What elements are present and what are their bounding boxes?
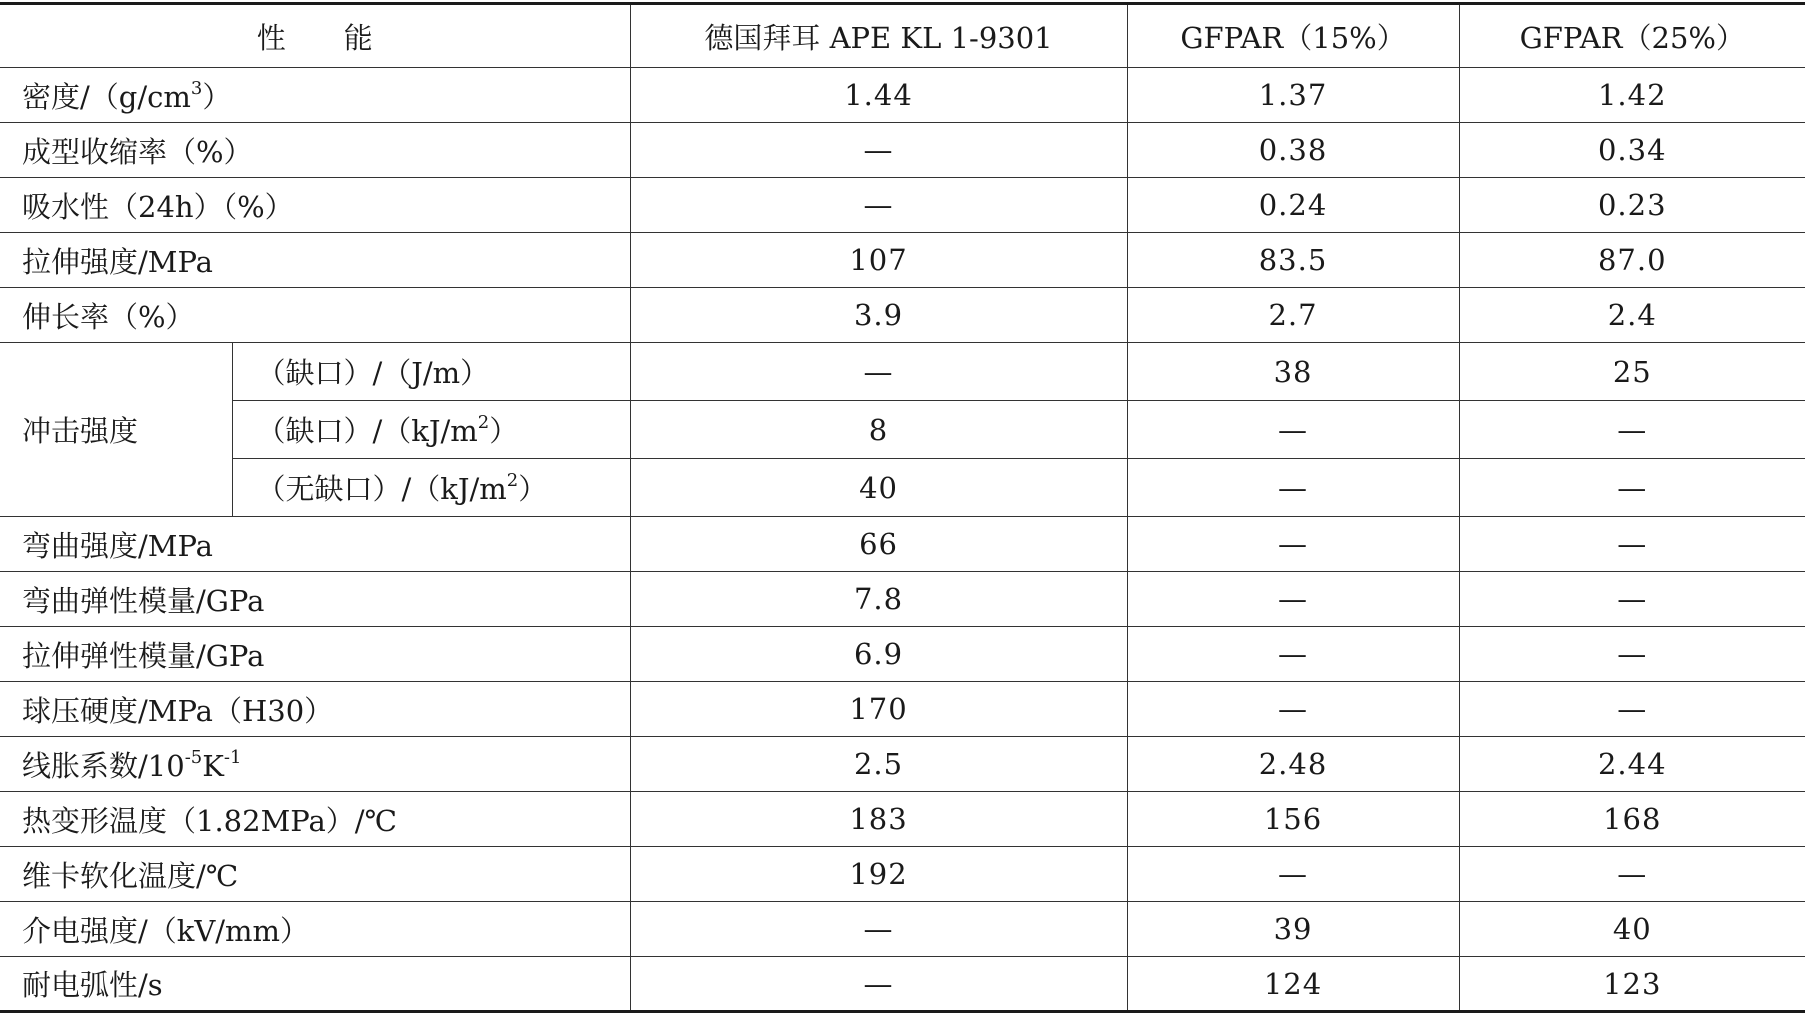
cell-col1: — [630,902,1127,957]
cell-col2: 156 [1127,792,1459,847]
cell-col3: 2.4 [1459,288,1805,343]
header-col2: GFPAR（15%） [1127,4,1459,68]
table-row [0,627,1805,682]
cell-col2: — [1127,401,1459,459]
cell-col2: 1.37 [1127,68,1459,123]
table-row [0,572,1805,627]
header-property [0,4,630,68]
row-label: 成型收缩率（%） [0,123,630,178]
table-row [0,123,1805,178]
cell-col2: — [1127,682,1459,737]
cell-col3: — [1459,627,1805,682]
cell-col3: — [1459,682,1805,737]
table-row [0,343,1805,401]
cell-col1: 107 [630,233,1127,288]
properties-table [0,2,1805,1013]
header-property-label: 性能 [256,20,431,55]
table-row [0,233,1805,288]
cell-col1: 2.5 [630,737,1127,792]
cell-col2: — [1127,572,1459,627]
sub-row-label: （无缺口）$/(kJ/m^2)$ [232,459,630,517]
cell-col3: 2.44 [1459,737,1805,792]
row-label: 维卡软化温度/℃ [0,847,630,902]
row-label-impact-strength: 冲击强度 [0,343,232,517]
cell-col3: — [1459,517,1805,572]
cell-col1: 6.9 [630,627,1127,682]
cell-col3: 87.0 [1459,233,1805,288]
row-label-density: 密度$/(g/cm^3)$ [0,68,630,123]
table-row [0,737,1805,792]
row-label: 伸长率（%） [0,288,630,343]
cell-col3: — [1459,459,1805,517]
cell-col2: 83.5 [1127,233,1459,288]
cell-col2: 2.48 [1127,737,1459,792]
cell-col2: — [1127,517,1459,572]
sub-row-label: （缺口）$/(kJ/m^2)$ [232,401,630,459]
cell-col3: 0.34 [1459,123,1805,178]
cell-col1: 192 [630,847,1127,902]
cell-col1: 66 [630,517,1127,572]
cell-col3: 168 [1459,792,1805,847]
cell-col3: — [1459,401,1805,459]
cell-col2: 39 [1127,902,1459,957]
table-row [0,957,1805,1012]
cell-col2: — [1127,627,1459,682]
cell-col1: 170 [630,682,1127,737]
table-row [0,178,1805,233]
table-row [0,401,1805,459]
cell-col3: 123 [1459,957,1805,1012]
row-label: 弯曲弹性模量/GPa [0,572,630,627]
row-label: 拉伸弹性模量/GPa [0,627,630,682]
cell-col2: — [1127,459,1459,517]
row-label: 热变形温度（1.82MPa）/℃ [0,792,630,847]
header-col1: 德国拜耳 APE KL 1-9301 [630,4,1127,68]
cell-col1: 183 [630,792,1127,847]
cell-col1: — [630,343,1127,401]
cell-col3: — [1459,847,1805,902]
cell-col1: — [630,957,1127,1012]
row-label-expansion: 线胀系数$/10^{-5}K^{-1}$ [0,737,630,792]
table-row [0,459,1805,517]
cell-col2: 38 [1127,343,1459,401]
cell-col2: 124 [1127,957,1459,1012]
header-col3: GFPAR（25%） [1459,4,1805,68]
cell-col3: — [1459,572,1805,627]
cell-col2: 2.7 [1127,288,1459,343]
table-row [0,902,1805,957]
cell-col1: 7.8 [630,572,1127,627]
row-label: 弯曲强度/MPa [0,517,630,572]
cell-col1: — [630,123,1127,178]
cell-col3: 25 [1459,343,1805,401]
table-row [0,847,1805,902]
cell-col2: 0.24 [1127,178,1459,233]
table-row [0,792,1805,847]
row-label: 介电强度/（kV/mm） [0,902,630,957]
cell-col3: 1.42 [1459,68,1805,123]
row-label: 耐电弧性/s [0,957,630,1012]
cell-col1: 3.9 [630,288,1127,343]
table-row [0,517,1805,572]
cell-col2: 0.38 [1127,123,1459,178]
cell-col3: 0.23 [1459,178,1805,233]
cell-col1: 40 [630,459,1127,517]
cell-col3: 40 [1459,902,1805,957]
sub-row-label: （缺口）/（J/m） [232,343,630,401]
row-label: 拉伸强度/MPa [0,233,630,288]
cell-col1: 1.44 [630,68,1127,123]
header-row [0,4,1805,68]
row-label: 球压硬度/MPa（H30） [0,682,630,737]
row-label: 吸水性（24h）（%） [0,178,630,233]
table-row [0,682,1805,737]
table-row [0,288,1805,343]
cell-col2: — [1127,847,1459,902]
table-row [0,68,1805,123]
cell-col1: — [630,178,1127,233]
cell-col1: 8 [630,401,1127,459]
